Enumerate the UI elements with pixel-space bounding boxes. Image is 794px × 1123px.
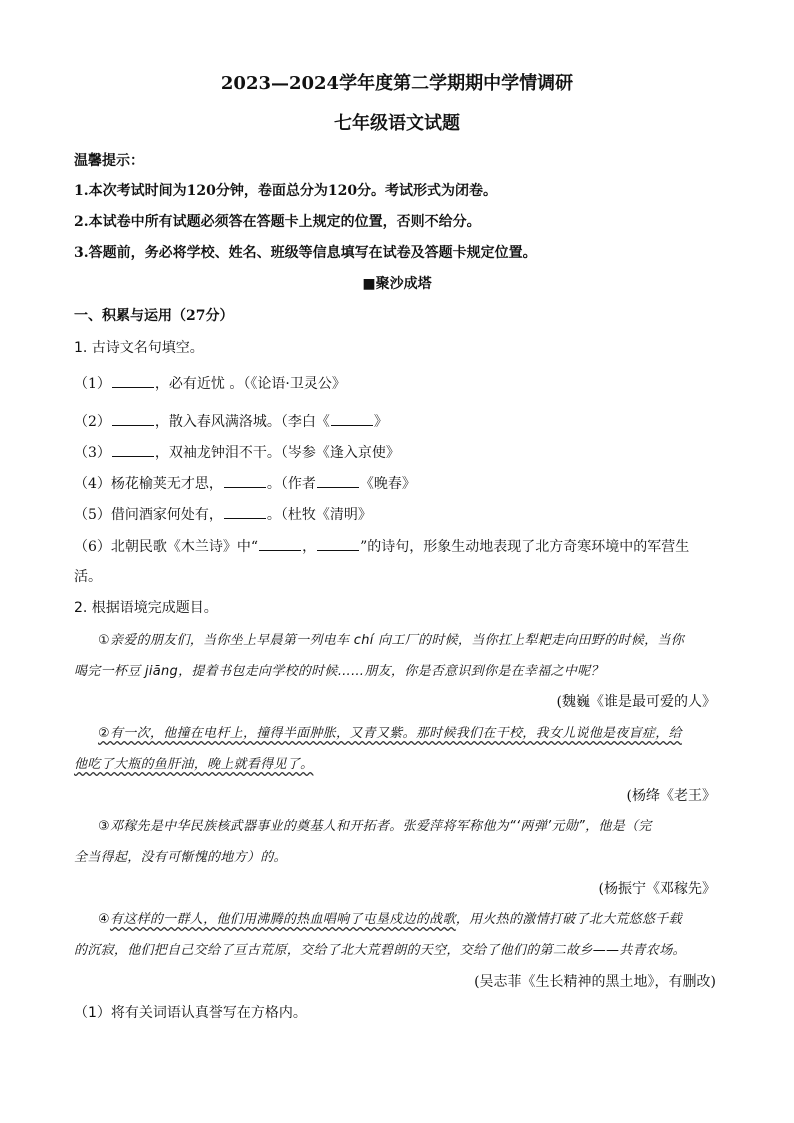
passage-4-source: (吴志菲《生长精神的黑土地》，有删改) [474, 974, 716, 990]
item-prefix: 杨花榆荚无才思， [110, 476, 223, 492]
item-text: ，散入春风满洛城。（李白《 [154, 414, 330, 430]
item-prefix: 借问酒家何处有， [110, 507, 223, 523]
question-2-title: 2. 根据语境完成题目。 [74, 600, 218, 616]
answer-blank [112, 442, 154, 457]
item-text: ”的诗句，形象生动地表现了北方奇寒环境中的军营生 [360, 539, 690, 555]
item-text: 。（杜牧《清明》 [266, 507, 372, 523]
answer-blank [112, 411, 154, 426]
answer-blank [317, 473, 359, 488]
q1-item-3 [74, 442, 400, 463]
passage-4-marker: ④ [98, 912, 110, 927]
item-text: ，双袖龙钟泪不干。（岑参《逢入京使》 [154, 445, 400, 461]
passage-2-source: (杨绛《老王》 [626, 788, 716, 804]
tip-item-2: 2.本试卷中所有试题必须答在答题卡上规定的位置，否则不给分。 [74, 214, 481, 230]
q2-subquestion-1: （1）将有关词语认真誉写在方格内。 [74, 1005, 307, 1021]
item-number: （5） [74, 507, 111, 523]
item-suffix: 《晚春》 [359, 476, 416, 492]
answer-blank [224, 504, 266, 519]
passage-4-line-2: 的沉寂，他们把自己交给了亘古荒原，交给了北大荒碧朗的天空，交给了他们的第二故乡——共青农场。 [74, 943, 686, 958]
item-separator: ， [302, 539, 317, 555]
q1-item-6 [74, 536, 689, 557]
answer-blank [259, 536, 301, 551]
exam-title: 2023—2024学年度第二学期期中学情调研 [220, 73, 574, 94]
item-number: （2） [74, 414, 111, 430]
tip-item-1: 1.本次考试时间为120分钟，卷面总分为120分。考试形式为闭卷。 [74, 183, 498, 199]
answer-blank [331, 411, 373, 426]
item-text: 。（作者 [266, 476, 316, 492]
item-number: （3） [74, 445, 111, 461]
q1-item-1 [74, 373, 346, 394]
passage-3-source: (杨振宁《邓稼先》 [598, 881, 716, 897]
q1-item-6-cont: 活。 [74, 569, 102, 585]
tips-heading: 温馨提示： [74, 153, 144, 169]
answer-blank [317, 536, 359, 551]
question-1-title: 1. 古诗文名句填空。 [74, 340, 204, 356]
passage-1-source: (魏巍《谁是最可爱的人》 [556, 694, 716, 710]
item-number: （4） [74, 476, 111, 492]
passage-1-line-2: 喝完一杯豆 jiāng，提着书包走向学校的时候……朋友，你是否意识到你是在幸福之中呢？ [74, 664, 604, 679]
answer-blank [224, 473, 266, 488]
passage-4-text: ，用火热的激情打破了北大荒悠悠千载 [455, 912, 682, 927]
tip-item-3: 3.答题前，务必将学校、姓名、班级等信息填写在试卷及答题卡规定位置。 [74, 245, 537, 261]
passage-4-wavy-text: 有这样的一群人，他们用沸腾的热血唱响了屯垦戍边的战歌 [109, 912, 456, 927]
passage-2-line-1: ②有一次，他撞在电杆上，撞得半面肿胀，又青又紫。那时候我们在干校，我女儿说他是夜盲症，给 [98, 726, 682, 741]
item-text: ，必有近忧 。（《论语·卫灵公》 [154, 376, 346, 392]
passage-3-line-1: ③邓稼先是中华民族核武器事业的奠基人和开拓者。张爱萍将军称他为“‘两弹’元勋”，他是（完 [98, 819, 652, 834]
exam-subtitle: 七年级语文试题 [334, 113, 460, 134]
item-suffix: 》 [373, 414, 388, 430]
q1-item-4 [74, 473, 416, 494]
section-title: 一、积累与运用（27分） [74, 308, 234, 324]
passage-3-line-2: 全当得起，没有可惭愧的地方）的。 [74, 850, 287, 865]
item-number: （1） [74, 376, 111, 392]
q1-item-2 [74, 411, 388, 432]
q1-item-5 [74, 504, 372, 525]
item-text: （6）北朝民歌《木兰诗》中“ [74, 539, 259, 555]
passage-4-line-1 [98, 910, 682, 930]
passage-2-line-2: 他吃了大瓶的鱼肝油，晚上就看得见了。 [74, 757, 314, 772]
answer-blank [112, 373, 154, 388]
passage-1-line-1: ①亲爱的朋友们，当你坐上早晨第一列电车 chí 向工厂的时候，当你扛上犁耙走向田野的时候，当你 [98, 633, 685, 648]
part-title: ■聚沙成塔 [362, 276, 432, 292]
